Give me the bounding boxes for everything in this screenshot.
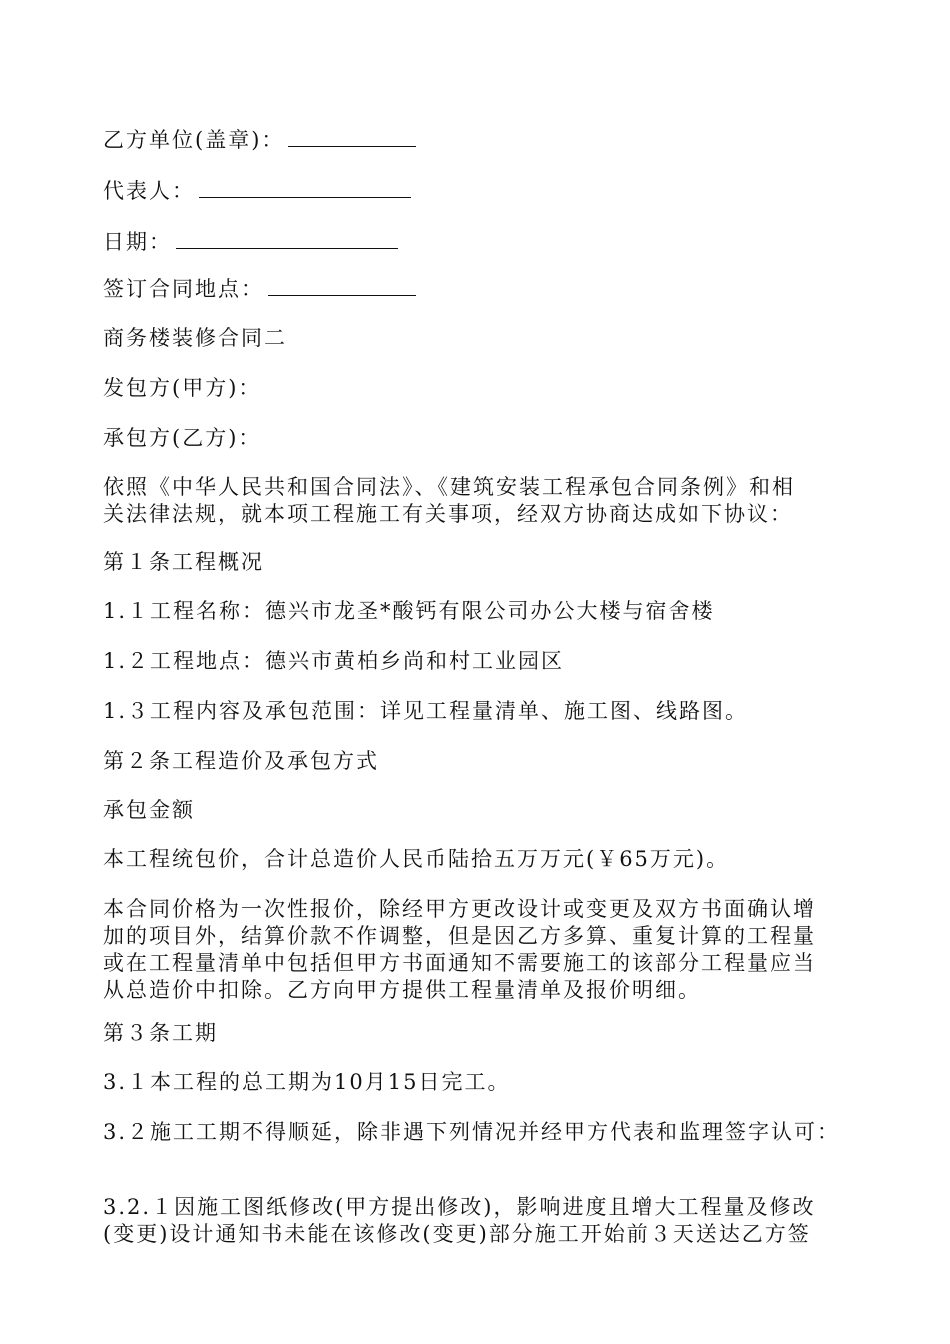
article2-subheading: 承包金额 [103, 798, 195, 822]
price-terms-paragraph [103, 896, 863, 1004]
article1-item1: 1.１工程名称：德兴市龙圣*酸钙有限公司办公大楼与宿舍楼 [103, 599, 715, 623]
signing-place-blank [268, 277, 416, 296]
contractor-line: 承包方(乙方)： [103, 426, 262, 450]
preamble-line-1: 依照《中华人民共和国合同法》、《建筑安装工程承包合同条例》和相 [103, 475, 795, 499]
article3-item3-paragraph [103, 1194, 863, 1248]
article1-heading: 第１条工程概况 [103, 550, 264, 574]
article3-item3-line-2: (变更)设计通知书未能在该修改(变更)部分施工开始前３天送达乙方签 [103, 1222, 811, 1246]
article1-item2: 1.２工程地点：德兴市黄柏乡尚和村工业园区 [103, 649, 565, 673]
preamble-paragraph [103, 474, 863, 528]
article3-item3-line-1: 3.2.１因施工图纸修改(甲方提出修改)，影响进度且增大工程量及修改 [103, 1195, 816, 1219]
article3-item1: 3.１本工程的总工期为10月15日完工。 [103, 1070, 511, 1094]
representative-blank [199, 179, 411, 198]
article3-heading: 第３条工期 [103, 1021, 218, 1045]
signing-place-line [103, 276, 863, 303]
party-b-unit-blank [288, 128, 416, 147]
date-blank [176, 230, 398, 249]
price-terms-line-4: 从总造价中扣除。乙方向甲方提供工程量清单及报价明细。 [103, 978, 701, 1002]
date-label: 日期： [103, 230, 172, 254]
party-b-unit-label: 乙方单位(盖章)： [103, 128, 285, 152]
contract-title: 商务楼装修合同二 [103, 326, 287, 350]
representative-line [103, 178, 863, 205]
party-b-unit-line [103, 127, 863, 154]
representative-label: 代表人： [103, 179, 195, 203]
article1-item3: 1.３工程内容及承包范围：详见工程量清单、施工图、线路图。 [103, 699, 749, 723]
price-terms-line-2: 加的项目外，结算价款不作调整，但是因乙方多算、重复计算的工程量 [103, 924, 816, 948]
contract-amount: 本工程统包价，合计总造价人民币陆拾五万万元(￥65万元)。 [103, 847, 730, 871]
price-terms-line-1: 本合同价格为一次性报价，除经甲方更改设计或变更及双方书面确认增 [103, 897, 816, 921]
article2-heading: 第２条工程造价及承包方式 [103, 749, 379, 773]
price-terms-line-3: 或在工程量清单中包括但甲方书面通知不需要施工的该部分工程量应当 [103, 951, 816, 975]
signing-place-label: 签订合同地点： [103, 277, 264, 301]
date-line [103, 229, 863, 256]
article3-item2: 3.２施工工期不得顺延，除非遇下列情况并经甲方代表和监理签字认可： [103, 1120, 841, 1144]
employer-line: 发包方(甲方)： [103, 376, 262, 400]
preamble-line-2: 关法律法规，就本项工程施工有关事项，经双方协商达成如下协议： [103, 502, 793, 526]
